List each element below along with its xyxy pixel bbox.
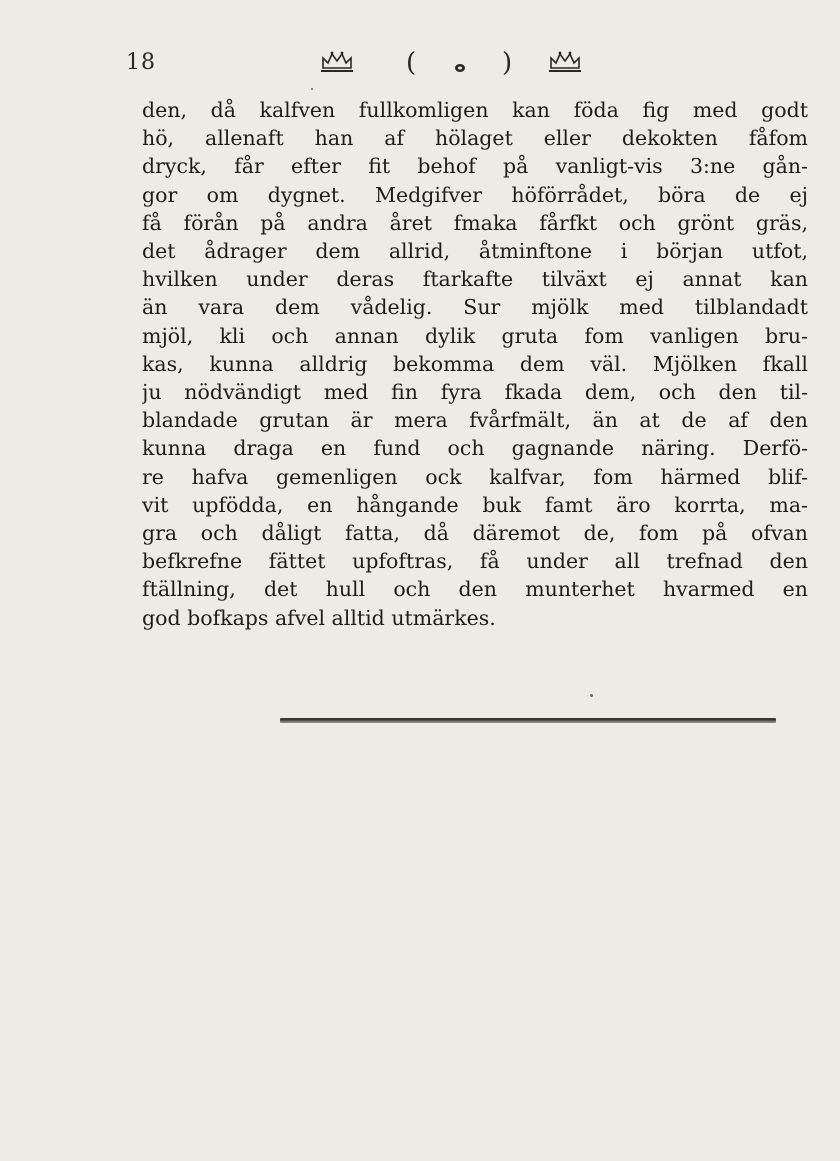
crown-ornament-icon (320, 48, 354, 74)
text-line: det ådrager dem allrid, åtminftone i början utfot, (142, 239, 808, 264)
text-line: vit upfödda, en hångande buk famt äro korrta, ma- (142, 492, 808, 517)
text-line: re hafva gemenligen ock kalfvar, fom härmed blif- (142, 464, 808, 489)
text-line: hvilken under deras ftarkafte tilväxt ej annat kan (142, 267, 808, 292)
page-number: 18 (126, 50, 156, 75)
text-line: gra och dåligt fatta, då däremot de, fom på ofvan (142, 521, 808, 546)
text-line: blandade grutan är mera fvårfmält, än at de af den (142, 408, 808, 433)
text-line: dryck, får efter fit behof på vanligt-vis 3:ne gån- (142, 154, 808, 179)
text-line: ftällning, det hull och den munterhet hvarmed en (142, 577, 808, 602)
header-paren-close: ) (502, 48, 513, 78)
paper-speck (590, 694, 593, 697)
body-text (142, 96, 808, 632)
text-line: kas, kunna alldrig bekomma dem väl. Mjölken fkall (142, 351, 808, 376)
page-header (0, 48, 840, 78)
text-line: hö, allenaft han af hölaget eller dekokten fåfom (142, 126, 808, 151)
closing-rule (280, 718, 776, 723)
header-paren-open: ( (406, 48, 417, 78)
text-line: befkrefne fättet upfoftras, få under all trefnad den (142, 549, 808, 574)
text-line: än vara dem vådelig. Sur mjölk med tilblandadt (142, 295, 808, 320)
crown-ornament-icon (548, 48, 582, 74)
text-line: mjöl, kli och annan dylik gruta fom vanligen bru- (142, 323, 808, 348)
text-line: få förån på andra året fmaka fårfkt och grönt gräs, (142, 210, 808, 235)
circle-ornament-icon (452, 56, 468, 80)
text-line: ju nödvändigt med fin fyra fkada dem, och den til- (142, 380, 808, 405)
text-line: god bofkaps afvel alltid utmärkes. (142, 605, 496, 630)
text-line: kunna draga en fund och gagnande näring. Derfö- (142, 436, 808, 461)
paper-speck (311, 88, 313, 90)
text-line: den, då kalfven fullkomligen kan föda fig med godt (142, 98, 808, 122)
text-line: gor om dygnet. Medgifver höförrådet, böra de ej (142, 182, 808, 207)
